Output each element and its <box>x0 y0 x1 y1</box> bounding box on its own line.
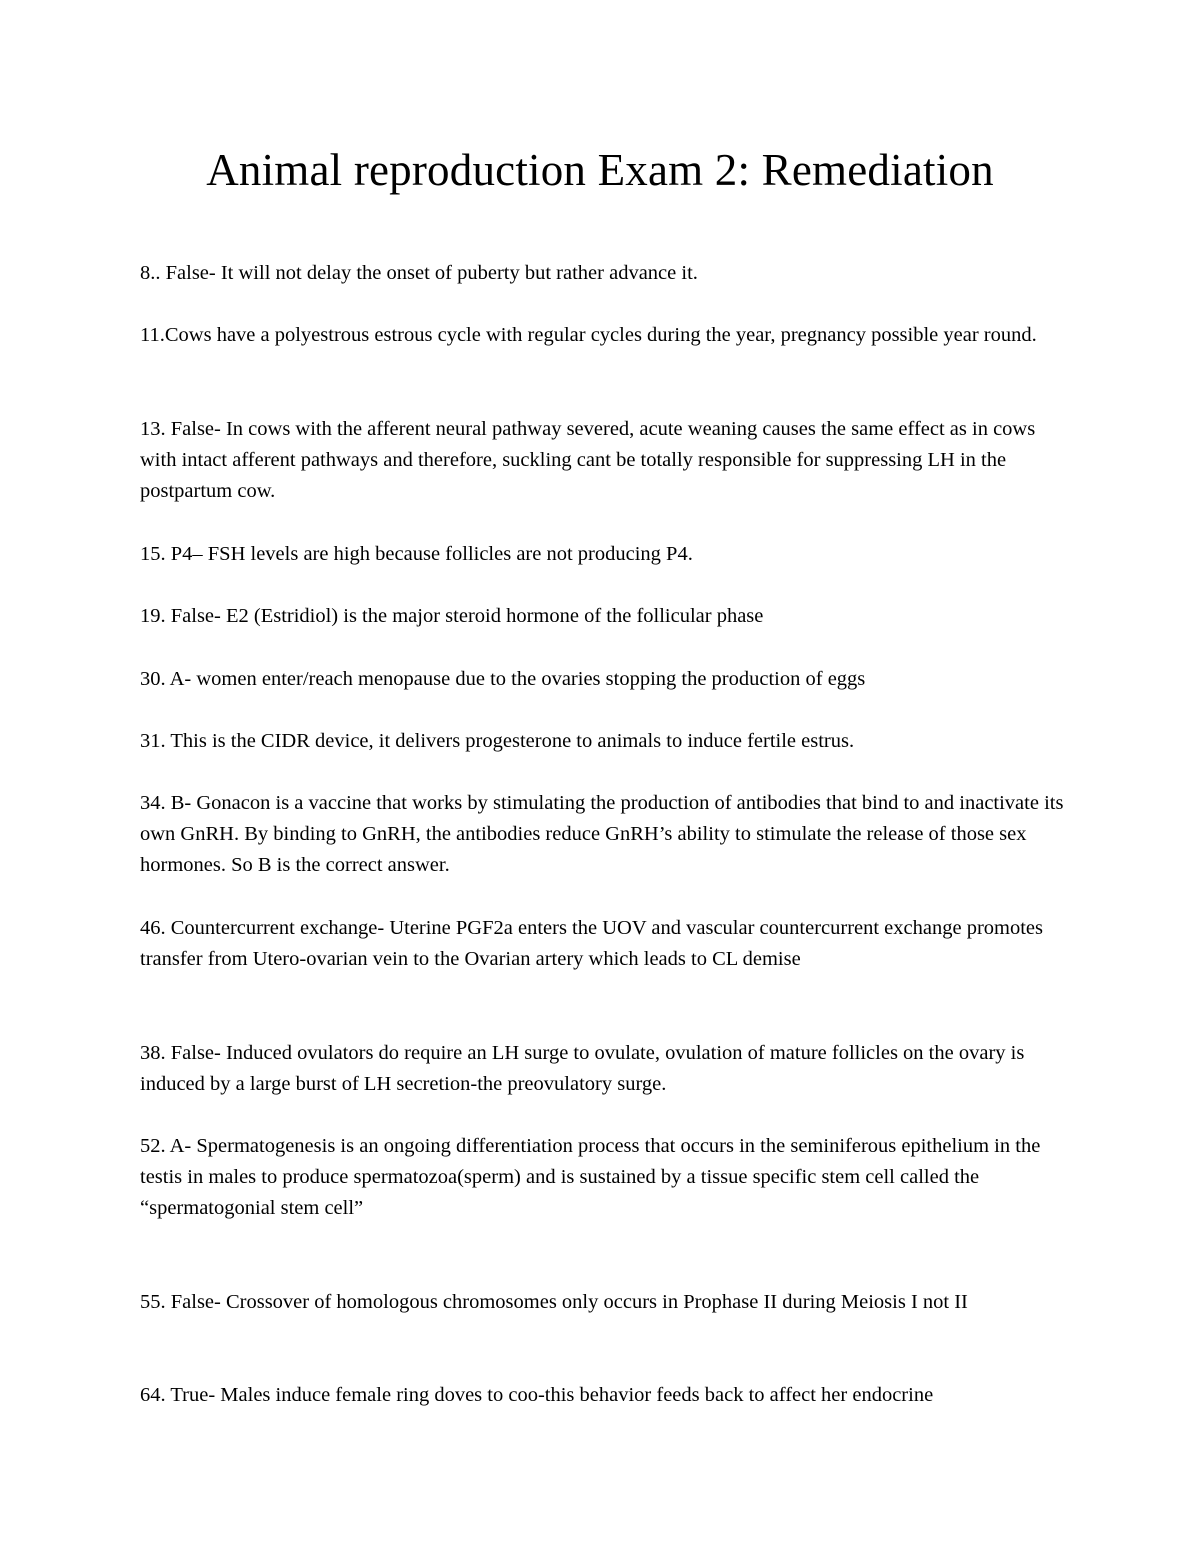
answer-30: 30. A- women enter/reach menopause due to the ovaries stopping the production of eggs <box>140 668 866 690</box>
answer-15: 15. P4– FSH levels are high because follicles are not producing P4. <box>140 543 693 565</box>
answer-19: 19. False- E2 (Estridiol) is the major steroid hormone of the follicular phase <box>140 605 764 627</box>
answer-13: 13. False- In cows with the afferent neural pathway severed, acute weaning causes the same effect as in cows with intact afferent pathways and therefore, suckling cant be totally responsible for suppressing LH in the postpartum cow. <box>140 418 1036 502</box>
answer-38: 38. False- Induced ovulators do require an LH surge to ovulate, ovulation of mature follicles on the ovary is induced by a large burst of LH secretion-the preovulatory surge. <box>140 1042 1025 1095</box>
answer-34: 34. B- Gonacon is a vaccine that works by stimulating the production of antibodies that bind to and inactivate its own GnRH. By binding to GnRH, the antibodies reduce GnRH’s ability to stimulate the release of those sex hormones. So B is the correct answer. <box>140 792 1064 876</box>
answer-31: 31. This is the CIDR device, it delivers progesterone to animals to induce fertile estrus. <box>140 730 855 752</box>
page-title: Animal reproduction Exam 2: Remediation <box>206 145 994 195</box>
answer-46: 46. Countercurrent exchange- Uterine PGF2a enters the UOV and vascular countercurrent exchange promotes transfer from Utero-ovarian vein to the Ovarian artery which leads to CL demise <box>140 917 1044 970</box>
answer-55: 55. False- Crossover of homologous chromosomes only occurs in Prophase II during Meiosis I not II <box>140 1291 968 1313</box>
answer-11: 11.Cows have a polyestrous estrous cycle with regular cycles during the year, pregnancy possible year round. <box>140 324 1037 346</box>
answer-52: 52. A- Spermatogenesis is an ongoing differentiation process that occurs in the seminiferous epithelium in the testis in males to produce spermatozoa(sperm) and is sustained by a tissue specific stem cell called the “spermatogonial stem cell” <box>140 1135 1041 1219</box>
answer-8: 8.. False- It will not delay the onset of puberty but rather advance it. <box>140 262 698 284</box>
answer-64: 64. True- Males induce female ring doves to coo-this behavior feeds back to affect her endocrine <box>140 1384 934 1406</box>
